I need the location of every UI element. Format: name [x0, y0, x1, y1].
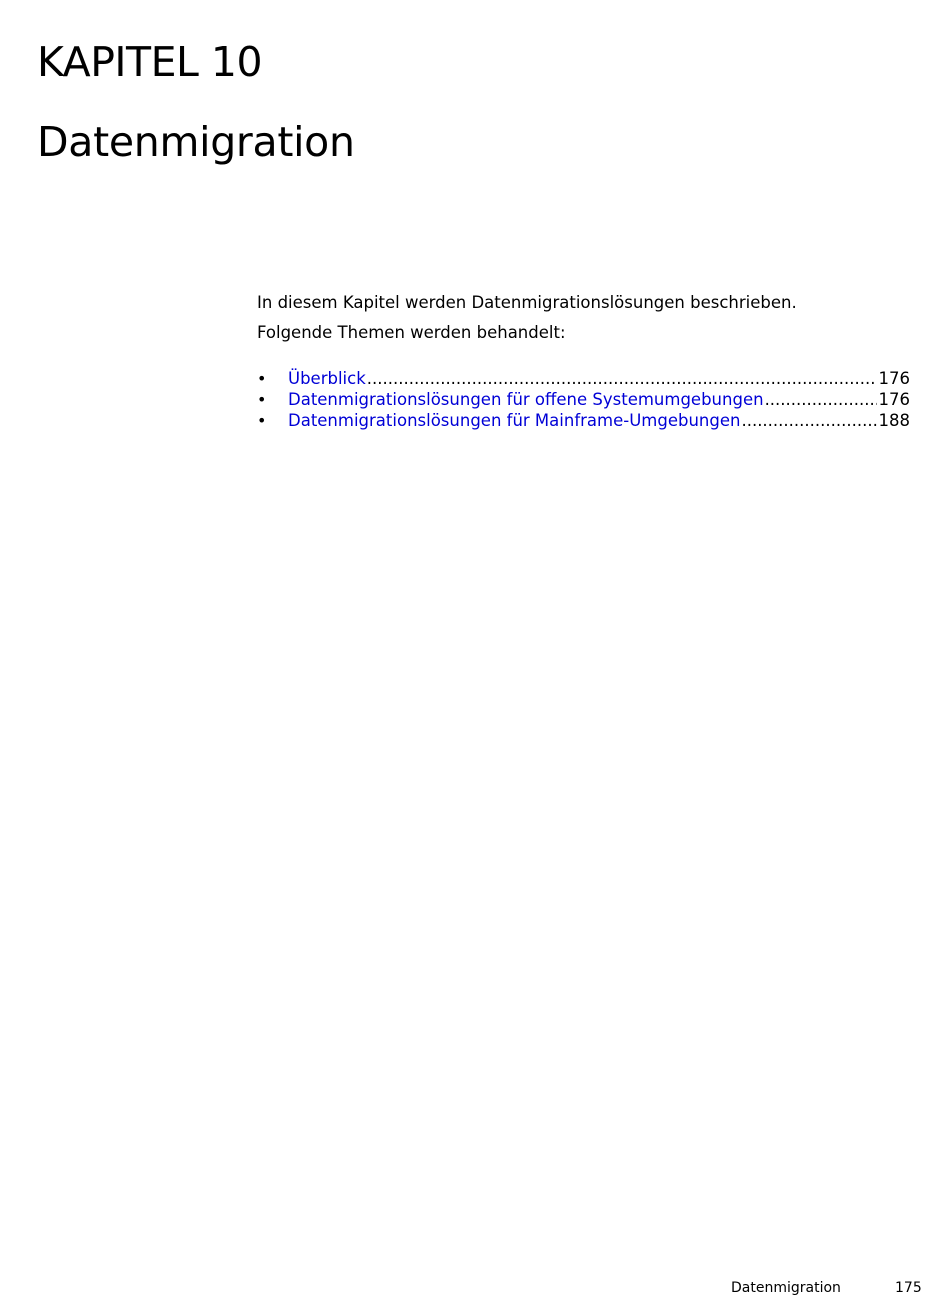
footer-page-number: 175: [895, 1280, 922, 1296]
toc-page-number: 176: [878, 390, 910, 409]
dot-leader: [765, 389, 877, 410]
footer-section-title: Datenmigration: [731, 1280, 841, 1296]
bullet-icon: •: [257, 369, 267, 388]
topics-heading: Folgende Themen werden behandelt:: [257, 323, 566, 342]
dot-leader: [367, 368, 877, 389]
toc-item-open-systems: [257, 389, 910, 410]
toc-link-open-systems[interactable]: Datenmigrationslösungen für offene Systemumgebungen: [288, 390, 764, 409]
table-of-contents: [257, 368, 910, 431]
toc-page-number: 176: [878, 369, 910, 388]
toc-link-mainframe[interactable]: Datenmigrationslösungen für Mainframe-Umgebungen: [288, 411, 741, 430]
toc-item-overview: [257, 368, 910, 389]
toc-item-mainframe: [257, 410, 910, 431]
intro-sentence: In diesem Kapitel werden Datenmigrationslösungen beschrieben.: [257, 293, 797, 312]
page-title: Datenmigration: [37, 118, 355, 166]
bullet-icon: •: [257, 390, 267, 409]
intro-text: [257, 292, 917, 352]
toc-page-number: 188: [878, 411, 910, 430]
toc-link-overview[interactable]: Überblick: [288, 369, 366, 388]
chapter-label: KAPITEL 10: [37, 38, 263, 86]
bullet-icon: •: [257, 411, 267, 430]
dot-leader: [741, 410, 876, 431]
